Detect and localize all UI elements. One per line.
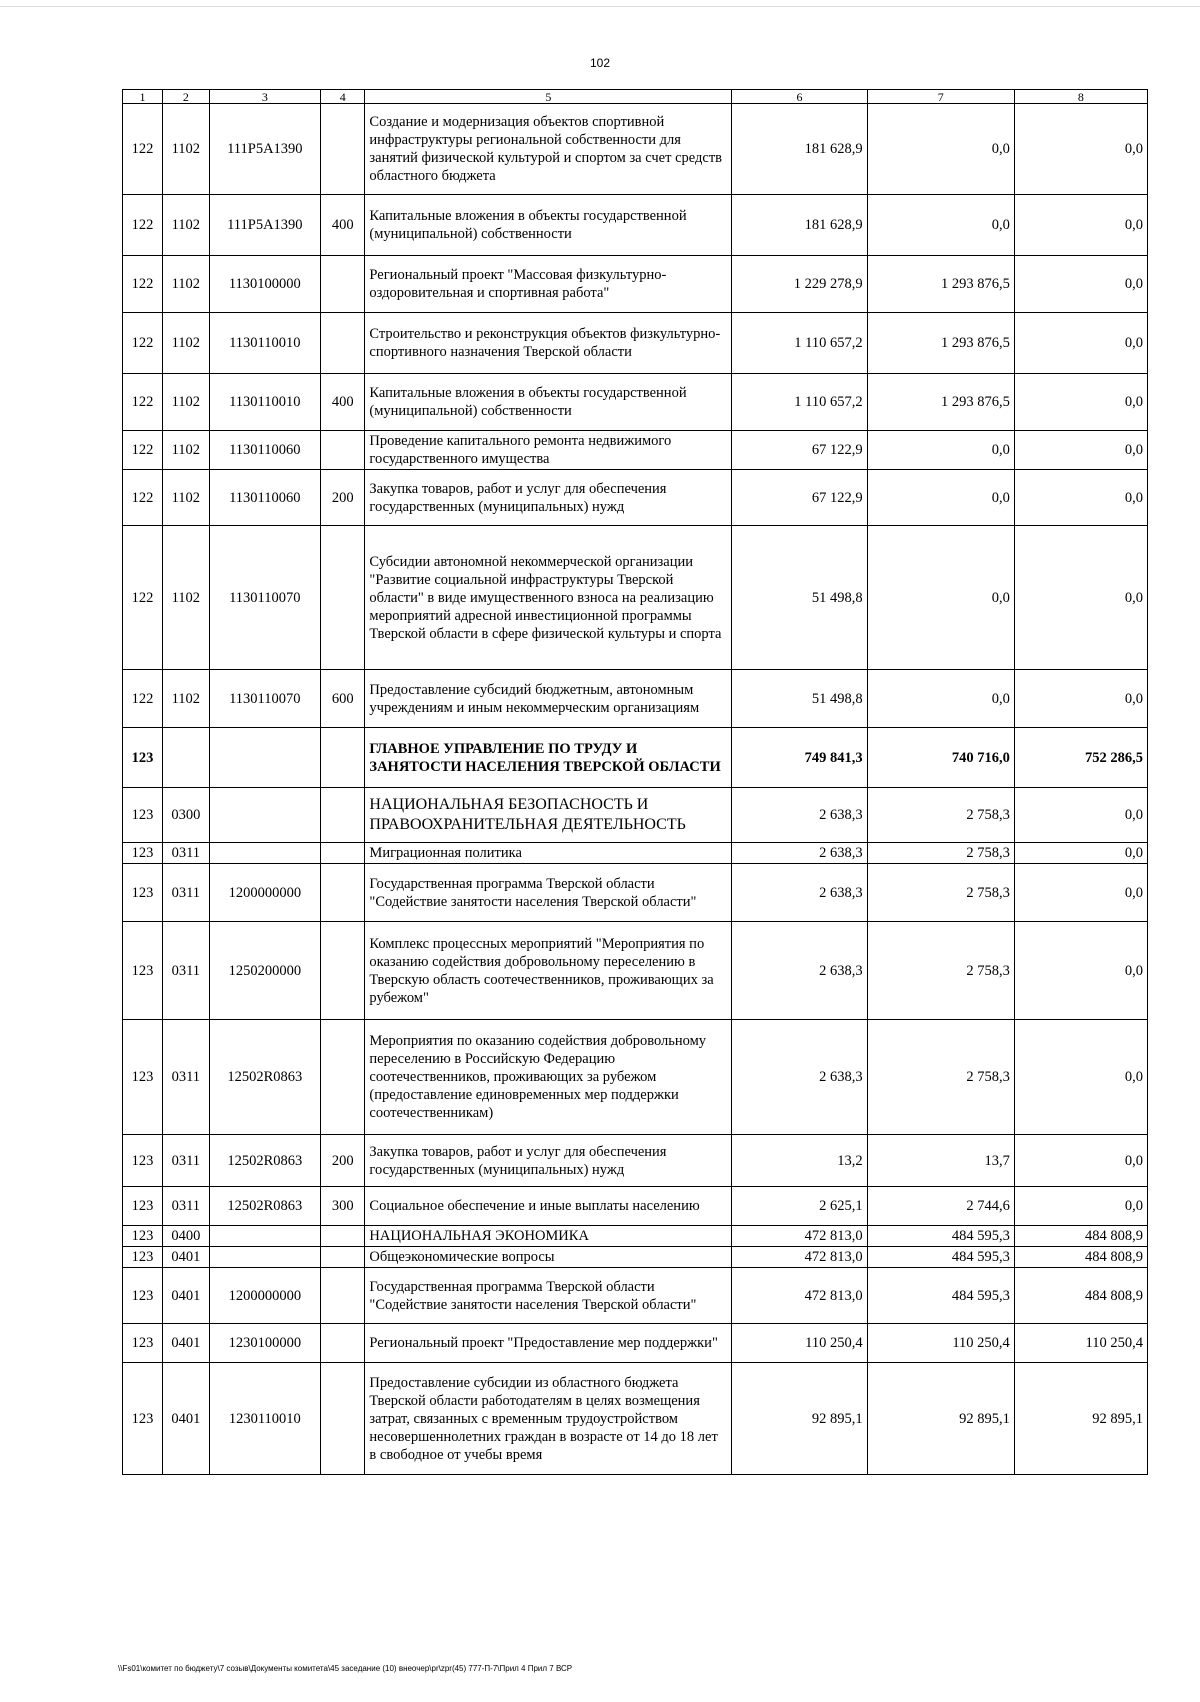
table-row [123, 1324, 1148, 1363]
cell-target: 1230100000 [209, 1324, 320, 1363]
cell-target: 1130110060 [209, 470, 320, 526]
cell-expense-type [321, 1363, 365, 1475]
cell-amount-1: 67 122,9 [732, 431, 867, 470]
cell-grbs: 122 [123, 104, 163, 195]
cell-amount-3: 0,0 [1014, 788, 1147, 843]
cell-expense-type [321, 256, 365, 313]
table-row [123, 374, 1148, 431]
cell-expense-type: 300 [321, 1187, 365, 1226]
cell-amount-2: 0,0 [867, 470, 1014, 526]
cell-name: Создание и модернизация объектов спортивной инфраструктуры региональной собственности для занятий физической культурой и спортом за счет средств областного бюджета [365, 104, 732, 195]
cell-section: 0311 [163, 922, 210, 1020]
cell-expense-type [321, 104, 365, 195]
cell-amount-3: 0,0 [1014, 374, 1147, 431]
cell-amount-3: 752 286,5 [1014, 728, 1147, 788]
cell-amount-2: 2 758,3 [867, 788, 1014, 843]
header-cell: 8 [1014, 90, 1147, 104]
cell-grbs: 123 [123, 1268, 163, 1324]
cell-target: 12502R0863 [209, 1187, 320, 1226]
cell-amount-3: 0,0 [1014, 922, 1147, 1020]
table-row [123, 470, 1148, 526]
cell-expense-type: 400 [321, 374, 365, 431]
cell-amount-1: 2 625,1 [732, 1187, 867, 1226]
header-cell: 6 [732, 90, 867, 104]
table-row [123, 1226, 1148, 1247]
cell-expense-type [321, 1020, 365, 1135]
cell-expense-type [321, 1324, 365, 1363]
cell-name: Закупка товаров, работ и услуг для обеспечения государственных (муниципальных) нужд [365, 470, 732, 526]
cell-target: 1250200000 [209, 922, 320, 1020]
cell-expense-type [321, 1226, 365, 1247]
cell-target: 1200000000 [209, 1268, 320, 1324]
cell-expense-type [321, 1268, 365, 1324]
cell-amount-3: 484 808,9 [1014, 1247, 1147, 1268]
cell-amount-1: 749 841,3 [732, 728, 867, 788]
cell-target: 111P5A1390 [209, 104, 320, 195]
cell-amount-1: 67 122,9 [732, 470, 867, 526]
cell-section: 0401 [163, 1247, 210, 1268]
cell-section: 0311 [163, 1187, 210, 1226]
cell-expense-type [321, 864, 365, 922]
cell-grbs: 123 [123, 1324, 163, 1363]
cell-amount-1: 1 110 657,2 [732, 374, 867, 431]
cell-grbs: 123 [123, 788, 163, 843]
cell-grbs: 123 [123, 728, 163, 788]
cell-amount-3: 0,0 [1014, 1187, 1147, 1226]
cell-section: 1102 [163, 670, 210, 728]
cell-amount-1: 51 498,8 [732, 526, 867, 670]
cell-target: 1130110070 [209, 526, 320, 670]
cell-section: 0311 [163, 1135, 210, 1187]
cell-amount-3: 0,0 [1014, 431, 1147, 470]
cell-name: Закупка товаров, работ и услуг для обеспечения государственных (муниципальных) нужд [365, 1135, 732, 1187]
cell-section: 0311 [163, 843, 210, 864]
table-row [123, 1135, 1148, 1187]
header-cell: 5 [365, 90, 732, 104]
cell-grbs: 123 [123, 1187, 163, 1226]
cell-amount-1: 92 895,1 [732, 1363, 867, 1475]
cell-expense-type: 200 [321, 470, 365, 526]
cell-amount-1: 110 250,4 [732, 1324, 867, 1363]
cell-target: 1230110010 [209, 1363, 320, 1475]
cell-amount-1: 472 813,0 [732, 1247, 867, 1268]
table-row [123, 922, 1148, 1020]
table-row [123, 670, 1148, 728]
cell-section: 1102 [163, 195, 210, 256]
header-cell: 7 [867, 90, 1014, 104]
cell-grbs: 122 [123, 195, 163, 256]
cell-expense-type [321, 313, 365, 374]
cell-name: Капитальные вложения в объекты государственной (муниципальной) собственности [365, 374, 732, 431]
cell-section: 1102 [163, 526, 210, 670]
cell-name: Строительство и реконструкция объектов физкультурно-спортивного назначения Тверской области [365, 313, 732, 374]
cell-expense-type: 400 [321, 195, 365, 256]
cell-target: 1130110010 [209, 313, 320, 374]
page-number: 102 [589, 56, 611, 70]
cell-amount-2: 13,7 [867, 1135, 1014, 1187]
cell-grbs: 123 [123, 1135, 163, 1187]
cell-amount-3: 92 895,1 [1014, 1363, 1147, 1475]
cell-name: Региональный проект "Массовая физкультурно-оздоровительная и спортивная работа" [365, 256, 732, 313]
table-row [123, 431, 1148, 470]
cell-section: 0401 [163, 1268, 210, 1324]
cell-amount-2: 0,0 [867, 670, 1014, 728]
cell-amount-2: 484 595,3 [867, 1247, 1014, 1268]
cell-amount-3: 0,0 [1014, 526, 1147, 670]
cell-target: 12502R0863 [209, 1020, 320, 1135]
cell-section: 0311 [163, 1020, 210, 1135]
cell-name: Мероприятия по оказанию содействия добровольному переселению в Российскую Федерацию соотечественников, проживающих за рубежом (предоставление единовременных мер поддержки соотечественникам) [365, 1020, 732, 1135]
cell-amount-2: 92 895,1 [867, 1363, 1014, 1475]
header-cell: 4 [321, 90, 365, 104]
table-row [123, 313, 1148, 374]
cell-amount-3: 0,0 [1014, 1135, 1147, 1187]
cell-expense-type [321, 843, 365, 864]
cell-amount-1: 472 813,0 [732, 1226, 867, 1247]
cell-section: 1102 [163, 431, 210, 470]
cell-amount-3: 0,0 [1014, 195, 1147, 256]
cell-grbs: 122 [123, 374, 163, 431]
table-row [123, 104, 1148, 195]
cell-name: НАЦИОНАЛЬНАЯ ЭКОНОМИКА [365, 1226, 732, 1247]
cell-amount-2: 1 293 876,5 [867, 256, 1014, 313]
table-row [123, 788, 1148, 843]
cell-target: 111P5A1390 [209, 195, 320, 256]
cell-expense-type: 600 [321, 670, 365, 728]
table-row [123, 843, 1148, 864]
table-row [123, 526, 1148, 670]
cell-amount-2: 2 758,3 [867, 843, 1014, 864]
header-cell: 2 [163, 90, 210, 104]
cell-amount-1: 181 628,9 [732, 195, 867, 256]
cell-amount-3: 0,0 [1014, 256, 1147, 313]
cell-grbs: 123 [123, 864, 163, 922]
cell-grbs: 122 [123, 313, 163, 374]
table-row [123, 1020, 1148, 1135]
cell-amount-2: 0,0 [867, 195, 1014, 256]
cell-name: НАЦИОНАЛЬНАЯ БЕЗОПАСНОСТЬ И ПРАВООХРАНИТЕЛЬНАЯ ДЕЯТЕЛЬНОСТЬ [365, 788, 732, 843]
cell-amount-1: 2 638,3 [732, 922, 867, 1020]
cell-grbs: 122 [123, 670, 163, 728]
table-row [123, 728, 1148, 788]
table-row [123, 195, 1148, 256]
table-row [123, 1363, 1148, 1475]
cell-section: 1102 [163, 256, 210, 313]
cell-amount-2: 2 744,6 [867, 1187, 1014, 1226]
table-row [123, 256, 1148, 313]
cell-target: 1130100000 [209, 256, 320, 313]
table-row [123, 864, 1148, 922]
cell-section: 1102 [163, 374, 210, 431]
cell-name: Региональный проект "Предоставление мер поддержки" [365, 1324, 732, 1363]
cell-amount-1: 2 638,3 [732, 864, 867, 922]
cell-grbs: 122 [123, 256, 163, 313]
cell-amount-2: 484 595,3 [867, 1268, 1014, 1324]
cell-section [163, 728, 210, 788]
cell-amount-3: 0,0 [1014, 864, 1147, 922]
cell-expense-type [321, 728, 365, 788]
cell-section: 1102 [163, 313, 210, 374]
cell-expense-type [321, 922, 365, 1020]
cell-amount-2: 2 758,3 [867, 922, 1014, 1020]
scan-edge-line [0, 6, 1200, 7]
cell-name: Миграционная политика [365, 843, 732, 864]
cell-grbs: 122 [123, 470, 163, 526]
cell-amount-3: 110 250,4 [1014, 1324, 1147, 1363]
table-row [123, 1247, 1148, 1268]
cell-amount-1: 2 638,3 [732, 788, 867, 843]
cell-grbs: 123 [123, 1226, 163, 1247]
budget-table [122, 89, 1148, 1475]
cell-amount-2: 0,0 [867, 431, 1014, 470]
cell-grbs: 122 [123, 526, 163, 670]
cell-expense-type: 200 [321, 1135, 365, 1187]
cell-name: Комплекс процессных мероприятий "Мероприятия по оказанию содействия добровольному переселению в Тверскую область соотечественников, проживающих за рубежом" [365, 922, 732, 1020]
cell-name: Предоставление субсидий бюджетным, автономным учреждениям и иным некоммерческим организациям [365, 670, 732, 728]
cell-target: 1130110010 [209, 374, 320, 431]
cell-amount-1: 2 638,3 [732, 1020, 867, 1135]
cell-name: Субсидии автономной некоммерческой организации "Развитие социальной инфраструктуры Тверской области" в виде имущественного взноса на реализацию мероприятий адресной инвестиционной программы Тверской области в сфере физической культуры и спорта [365, 526, 732, 670]
cell-section: 0311 [163, 864, 210, 922]
cell-target [209, 843, 320, 864]
cell-expense-type [321, 431, 365, 470]
cell-amount-1: 1 229 278,9 [732, 256, 867, 313]
cell-name: Государственная программа Тверской области "Содействие занятости населения Тверской области" [365, 864, 732, 922]
cell-grbs: 123 [123, 1247, 163, 1268]
cell-amount-3: 0,0 [1014, 313, 1147, 374]
cell-amount-2: 1 293 876,5 [867, 313, 1014, 374]
cell-amount-1: 181 628,9 [732, 104, 867, 195]
cell-section: 0401 [163, 1324, 210, 1363]
cell-amount-2: 0,0 [867, 104, 1014, 195]
cell-amount-3: 0,0 [1014, 843, 1147, 864]
cell-amount-2: 484 595,3 [867, 1226, 1014, 1247]
cell-amount-2: 110 250,4 [867, 1324, 1014, 1363]
cell-section: 0400 [163, 1226, 210, 1247]
cell-amount-1: 2 638,3 [732, 843, 867, 864]
cell-amount-3: 0,0 [1014, 670, 1147, 728]
table-row [123, 1187, 1148, 1226]
cell-section: 1102 [163, 104, 210, 195]
file-path-footer: \\Fs01\комитет по бюджету\7 созыв\Документы комитета\45 заседание (10) внеочер\pr\zpr(45) 777-П-7\Прил 4 Прил 7 ВСР [118, 1664, 573, 1673]
cell-amount-2: 1 293 876,5 [867, 374, 1014, 431]
cell-section: 0300 [163, 788, 210, 843]
header-row [123, 90, 1148, 104]
cell-section: 0401 [163, 1363, 210, 1475]
cell-grbs: 123 [123, 843, 163, 864]
cell-name: ГЛАВНОЕ УПРАВЛЕНИЕ ПО ТРУДУ И ЗАНЯТОСТИ НАСЕЛЕНИЯ ТВЕРСКОЙ ОБЛАСТИ [365, 728, 732, 788]
cell-grbs: 122 [123, 431, 163, 470]
header-cell: 3 [209, 90, 320, 104]
cell-amount-3: 484 808,9 [1014, 1226, 1147, 1247]
cell-target: 1130110060 [209, 431, 320, 470]
cell-grbs: 123 [123, 1363, 163, 1475]
cell-target: 12502R0863 [209, 1135, 320, 1187]
cell-amount-3: 0,0 [1014, 470, 1147, 526]
cell-name: Капитальные вложения в объекты государственной (муниципальной) собственности [365, 195, 732, 256]
table-row [123, 1268, 1148, 1324]
cell-amount-3: 484 808,9 [1014, 1268, 1147, 1324]
cell-name: Общеэкономические вопросы [365, 1247, 732, 1268]
cell-amount-2: 0,0 [867, 526, 1014, 670]
cell-name: Государственная программа Тверской области "Содействие занятости населения Тверской области" [365, 1268, 732, 1324]
cell-amount-3: 0,0 [1014, 1020, 1147, 1135]
cell-target [209, 1247, 320, 1268]
cell-name: Проведение капитального ремонта недвижимого государственного имущества [365, 431, 732, 470]
cell-grbs: 123 [123, 922, 163, 1020]
cell-section: 1102 [163, 470, 210, 526]
cell-target [209, 728, 320, 788]
cell-amount-2: 2 758,3 [867, 1020, 1014, 1135]
cell-grbs: 123 [123, 1020, 163, 1135]
cell-name: Предоставление субсидии из областного бюджета Тверской области работодателям в целях возмещения затрат, связанных с временным трудоустройством несовершеннолетних граждан в возрасте от 14 до 18 лет в свободное от учебы время [365, 1363, 732, 1475]
cell-amount-1: 51 498,8 [732, 670, 867, 728]
cell-amount-3: 0,0 [1014, 104, 1147, 195]
cell-target [209, 788, 320, 843]
cell-amount-1: 472 813,0 [732, 1268, 867, 1324]
cell-expense-type [321, 788, 365, 843]
cell-target: 1200000000 [209, 864, 320, 922]
cell-amount-2: 740 716,0 [867, 728, 1014, 788]
header-cell: 1 [123, 90, 163, 104]
cell-amount-2: 2 758,3 [867, 864, 1014, 922]
cell-amount-1: 13,2 [732, 1135, 867, 1187]
cell-expense-type [321, 526, 365, 670]
cell-target [209, 1226, 320, 1247]
cell-expense-type [321, 1247, 365, 1268]
cell-amount-1: 1 110 657,2 [732, 313, 867, 374]
cell-target: 1130110070 [209, 670, 320, 728]
cell-name: Социальное обеспечение и иные выплаты населению [365, 1187, 732, 1226]
